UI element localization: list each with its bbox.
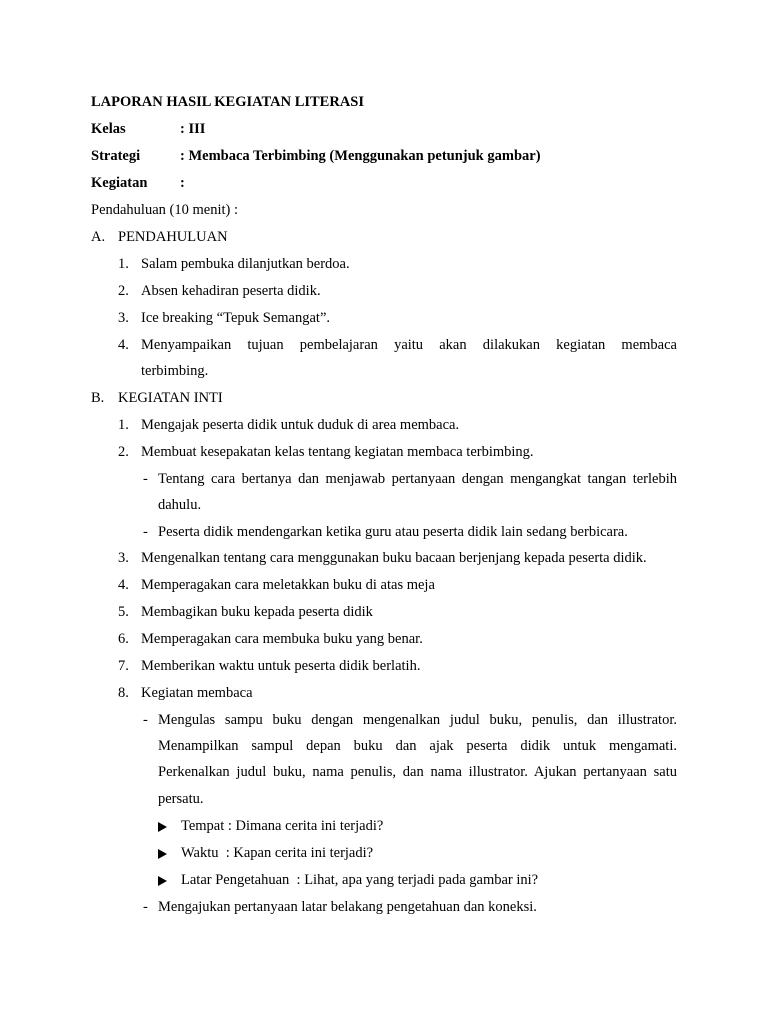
intro-text: Pendahuluan (10 menit) : xyxy=(91,202,238,218)
arrow-list-item: Waktu : Kapan cerita ini terjadi? xyxy=(181,845,374,861)
kegiatan-label: Kegiatan xyxy=(91,175,148,191)
kegiatan-value: : xyxy=(180,175,185,191)
list-item: Membuat kesepakatan kelas tentang kegiatan membaca terbimbing. xyxy=(141,444,534,460)
section-b-heading: KEGIATAN INTI xyxy=(118,390,223,406)
list-item: Memberikan waktu untuk peserta didik berlatih. xyxy=(141,658,421,674)
list-item: Salam pembuka dilanjutkan berdoa. xyxy=(141,256,350,272)
section-a-heading: PENDAHULUAN xyxy=(118,229,228,245)
arrow-bullet-icon xyxy=(158,871,167,889)
sub-list-item-continued: persatu. xyxy=(158,791,204,807)
list-number: 4. xyxy=(118,337,129,353)
sub-list-item: Tentang cara bertanya dan menjawab pertanyaan dengan mengangkat tangan terlebih xyxy=(158,471,677,487)
document-title: LAPORAN HASIL KEGIATAN LITERASI xyxy=(91,94,365,110)
list-number: 2. xyxy=(118,444,129,460)
list-item: Menyampaikan tujuan pembelajaran yaitu akan dilakukan kegiatan membaca xyxy=(141,337,677,353)
list-item: Memperagakan cara membuka buku yang benar. xyxy=(141,631,423,647)
list-item: Mengajak peserta didik untuk duduk di area membaca. xyxy=(141,417,460,433)
list-number: 2. xyxy=(118,283,129,299)
list-item: Mengenalkan tentang cara menggunakan buku bacaan berjenjang kepada peserta didik. xyxy=(141,550,647,566)
arrow-list-item: Latar Pengetahuan : Lihat, apa yang terjadi pada gambar ini? xyxy=(181,872,539,888)
list-number: 3. xyxy=(118,310,129,326)
dash-bullet: - xyxy=(143,712,148,728)
kelas-value: : III xyxy=(180,121,206,137)
list-number: 8. xyxy=(118,685,129,701)
arrow-bullet-icon xyxy=(158,844,167,862)
list-number: 6. xyxy=(118,631,129,647)
list-number: 1. xyxy=(118,256,129,272)
sub-list-item: Peserta didik mendengarkan ketika guru atau peserta didik lain sedang berbicara. xyxy=(158,524,628,540)
dash-bullet: - xyxy=(143,471,148,487)
list-item: Kegiatan membaca xyxy=(141,685,253,701)
list-item: Absen kehadiran peserta didik. xyxy=(141,283,321,299)
strategi-label: Strategi xyxy=(91,148,141,164)
list-number: 7. xyxy=(118,658,129,674)
sub-list-item-continued: dahulu. xyxy=(158,497,202,513)
list-item-continued: terbimbing. xyxy=(141,363,209,379)
list-number: 3. xyxy=(118,550,129,566)
kelas-label: Kelas xyxy=(91,121,126,137)
sub-list-item: Mengulas sampu buku dengan mengenalkan judul buku, penulis, dan illustrator. xyxy=(158,712,677,728)
sub-list-item-continued: Perkenalkan judul buku, nama penulis, dan nama illustrator. Ajukan pertanyaan satu xyxy=(158,764,677,780)
list-number: 4. xyxy=(118,577,129,593)
arrow-list-item: Tempat : Dimana cerita ini terjadi? xyxy=(181,818,384,834)
sub-list-item: Mengajukan pertanyaan latar belakang pengetahuan dan koneksi. xyxy=(158,899,537,915)
section-b-marker: B. xyxy=(91,390,105,406)
dash-bullet: - xyxy=(143,524,148,540)
strategi-value: : Membaca Terbimbing (Menggunakan petunjuk gambar) xyxy=(180,148,541,164)
list-item: Membagikan buku kepada peserta didik xyxy=(141,604,373,620)
list-number: 1. xyxy=(118,417,129,433)
list-item: Ice breaking “Tepuk Semangat”. xyxy=(141,310,331,326)
sub-list-item-continued: Menampilkan sampul depan buku dan ajak peserta didik untuk mengamati. xyxy=(158,738,677,754)
list-item: Memperagakan cara meletakkan buku di atas meja xyxy=(141,577,435,593)
section-a-marker: A. xyxy=(91,229,106,245)
arrow-bullet-icon xyxy=(158,817,167,835)
list-number: 5. xyxy=(118,604,129,620)
dash-bullet: - xyxy=(143,899,148,915)
